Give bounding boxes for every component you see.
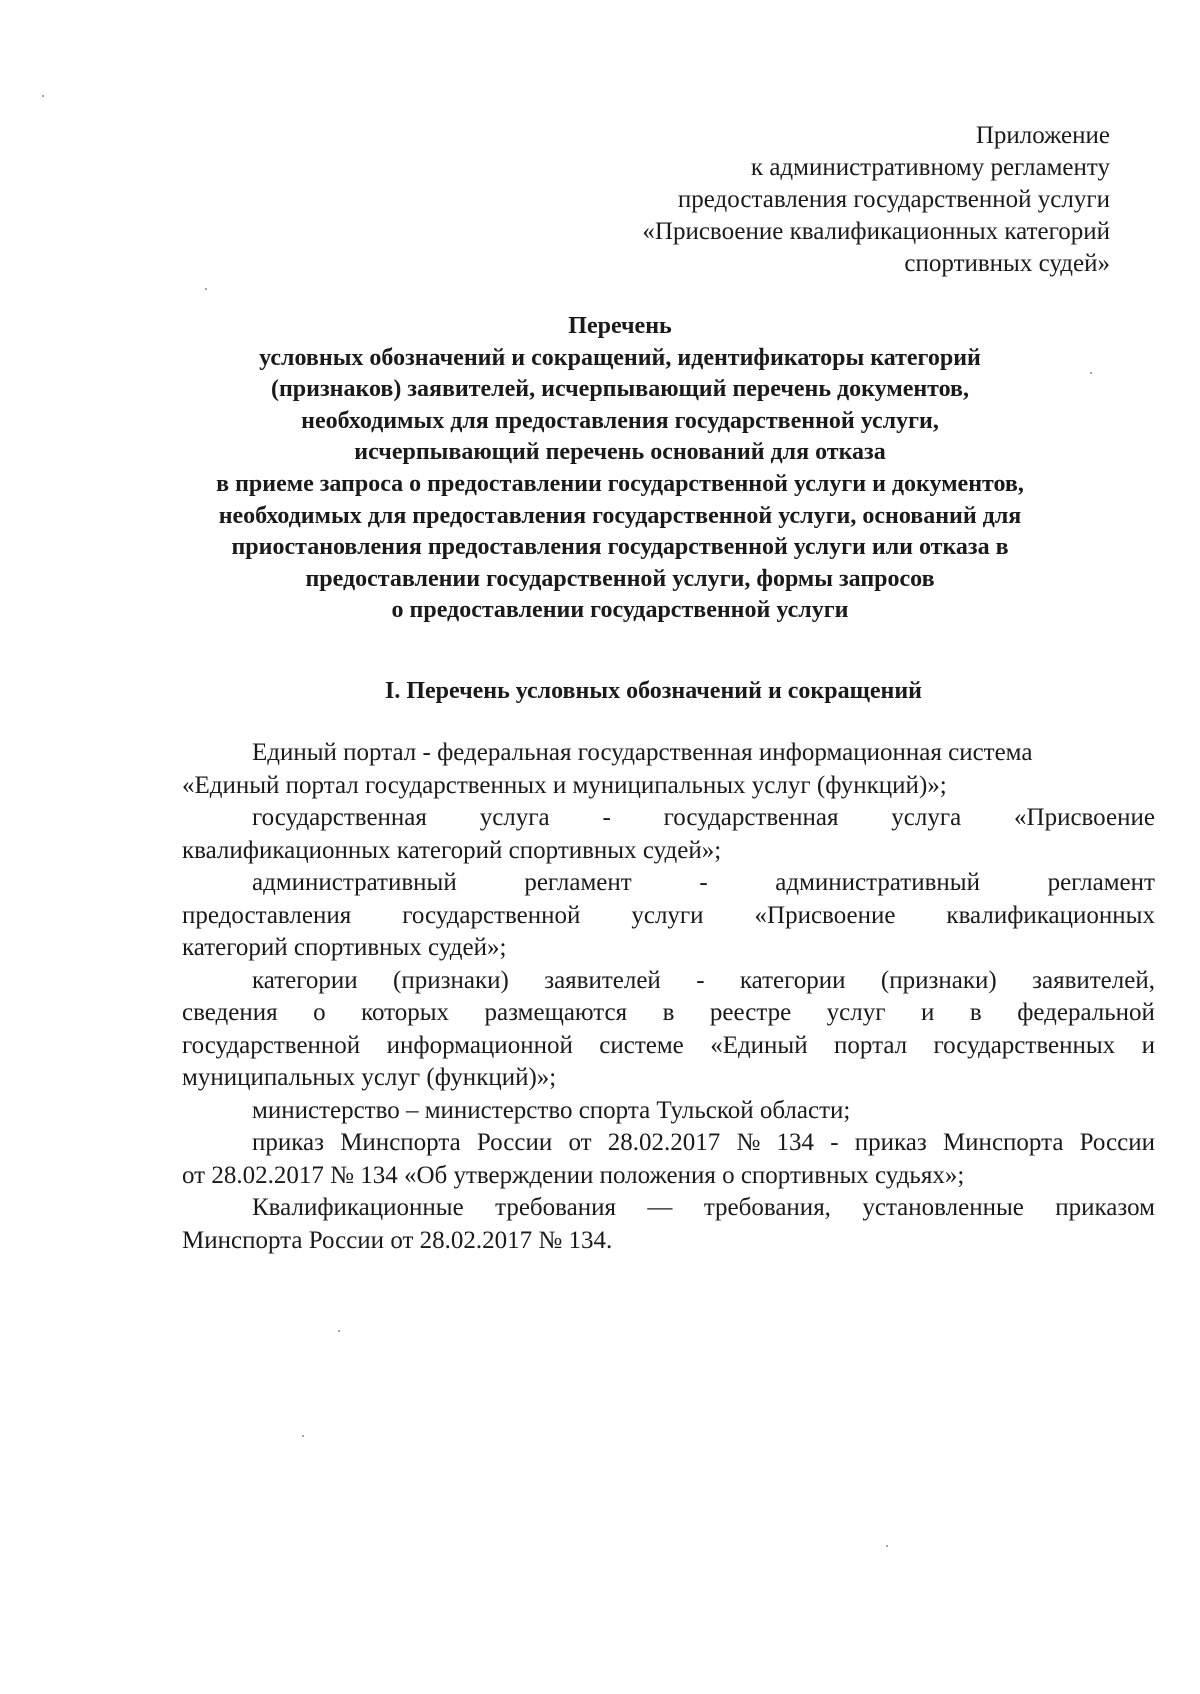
title-line: исчерпывающий перечень оснований для отказа	[354, 439, 886, 466]
body-word: федеральной	[1017, 999, 1155, 1026]
body-word: и	[1141, 1031, 1155, 1059]
body-word: России	[1079, 1129, 1155, 1156]
title-line: приостановления предоставления государственной услуги или отказа в	[231, 534, 1009, 561]
body-word: заявителей,	[1032, 966, 1155, 994]
definitions-body	[182, 737, 1155, 1257]
body-word: услуги	[631, 901, 704, 929]
body-word: (признаки)	[393, 966, 509, 994]
title-line: (признаков) заявителей, исчерпывающий перечень документов,	[270, 376, 970, 403]
scan-speck	[886, 1545, 888, 1547]
title-line: о предоставлении государственной услуги	[391, 597, 849, 624]
body-word: «Единый	[710, 1031, 808, 1059]
body-word: государственных	[933, 1031, 1116, 1059]
body-line: министерство – министерство спорта Тульской области;	[252, 1096, 851, 1124]
body-word: административный	[252, 869, 457, 896]
body-word: в	[969, 999, 982, 1026]
body-word: государственной	[182, 1031, 361, 1059]
body-line	[182, 1192, 1155, 1225]
scan-speck	[1090, 372, 1092, 374]
body-word: предоставления	[182, 901, 352, 929]
body-word: государственная	[663, 804, 839, 831]
body-word: в	[662, 999, 675, 1026]
title-line: в приеме запроса о предоставлении государственной услуги и документов,	[216, 470, 1024, 497]
body-word: категории	[252, 966, 358, 994]
body-word: -	[602, 804, 611, 831]
body-line	[182, 997, 1155, 1030]
body-line	[182, 965, 1155, 998]
appendix-line: к административному регламенту	[750, 154, 1110, 181]
body-word: приказ	[252, 1129, 324, 1156]
body-word: услуг	[826, 999, 886, 1026]
body-word: требования,	[703, 1194, 831, 1221]
body-word: которых	[361, 999, 450, 1026]
appendix-line: Приложение	[975, 122, 1110, 149]
body-word: реестре	[709, 999, 792, 1026]
body-word: услуга	[479, 804, 550, 831]
body-word: 134	[776, 1129, 815, 1156]
body-word: системе	[599, 1031, 684, 1059]
appendix-line: предоставления государственной услуги	[677, 186, 1110, 213]
body-word: -	[696, 966, 705, 994]
body-word: требования	[495, 1194, 616, 1221]
body-word: 28.02.2017	[607, 1129, 721, 1156]
body-word: (признаки)	[880, 966, 997, 994]
title-line: необходимых для предоставления государственной услуги, оснований для	[218, 502, 1022, 529]
title-line: Перечень	[568, 313, 672, 339]
body-word: сведения	[182, 999, 278, 1026]
body-line	[182, 1127, 1155, 1160]
body-line	[182, 867, 1155, 900]
document-title	[170, 311, 1070, 627]
body-word: приказ	[854, 1129, 927, 1156]
body-word: и	[921, 999, 935, 1026]
appendix-line: спортивных судей»	[904, 250, 1110, 277]
title-line: условных обозначений и сокращений, идентификаторы категорий	[259, 344, 981, 371]
body-word: Минспорта	[942, 1129, 1064, 1156]
body-line: муниципальных услуг (функций)»;	[182, 1064, 557, 1091]
body-word: —	[647, 1194, 673, 1221]
body-word: Минспорта	[340, 1129, 461, 1156]
scan-speck	[338, 1330, 340, 1332]
scan-speck	[302, 1435, 304, 1437]
body-word: регламент	[1047, 869, 1155, 896]
body-word: №	[736, 1129, 761, 1156]
body-line: Минспорта России от 28.02.2017 № 134.	[182, 1226, 613, 1254]
body-line	[182, 900, 1155, 933]
appendix-line: «Присвоение квалификационных категорий	[642, 218, 1110, 245]
body-word: квалификационных	[946, 901, 1155, 929]
body-line: категорий спортивных судей»;	[182, 934, 507, 961]
body-word: регламент	[524, 869, 632, 896]
appendix-header	[642, 120, 1110, 280]
body-line: «Единый портал государственных и муниципальных услуг (функций)»;	[182, 771, 947, 799]
scan-speck	[42, 95, 44, 97]
body-word: Квалификационные	[252, 1194, 464, 1221]
body-line: квалификационных категорий спортивных судей»;	[182, 836, 722, 864]
body-word: -	[699, 869, 708, 896]
section-heading: I. Перечень условных обозначений и сокращений	[385, 678, 922, 704]
body-word: приказом	[1055, 1194, 1155, 1221]
body-word: о	[313, 999, 326, 1026]
body-word: «Присвоение	[754, 901, 896, 929]
body-word: категории	[739, 966, 846, 994]
title-line: предоставлении государственной услуги, формы запросов	[305, 565, 935, 592]
body-word: установленные	[862, 1194, 1024, 1221]
body-line: Единый портал - федеральная государственная информационная система	[252, 739, 1033, 766]
body-word: государственная	[252, 804, 427, 831]
body-word: портал	[834, 1031, 908, 1059]
body-word: заявителей	[544, 966, 661, 994]
body-word: информационной	[386, 1031, 573, 1059]
body-line: от 28.02.2017 № 134 «Об утверждении положения о спортивных судьях»;	[182, 1161, 965, 1189]
body-word: от	[568, 1129, 592, 1156]
body-word: услуга	[891, 804, 962, 831]
body-line	[182, 1030, 1155, 1063]
body-word: России	[476, 1129, 553, 1156]
title-line: необходимых для предоставления государственной услуги,	[301, 407, 939, 434]
body-word: государственной	[402, 901, 581, 929]
scan-speck	[205, 288, 207, 290]
body-word: -	[830, 1129, 839, 1156]
body-line	[182, 802, 1155, 835]
body-word: размещаются	[484, 999, 628, 1026]
body-word: административный	[775, 869, 980, 896]
body-word: «Присвоение	[1014, 804, 1155, 831]
